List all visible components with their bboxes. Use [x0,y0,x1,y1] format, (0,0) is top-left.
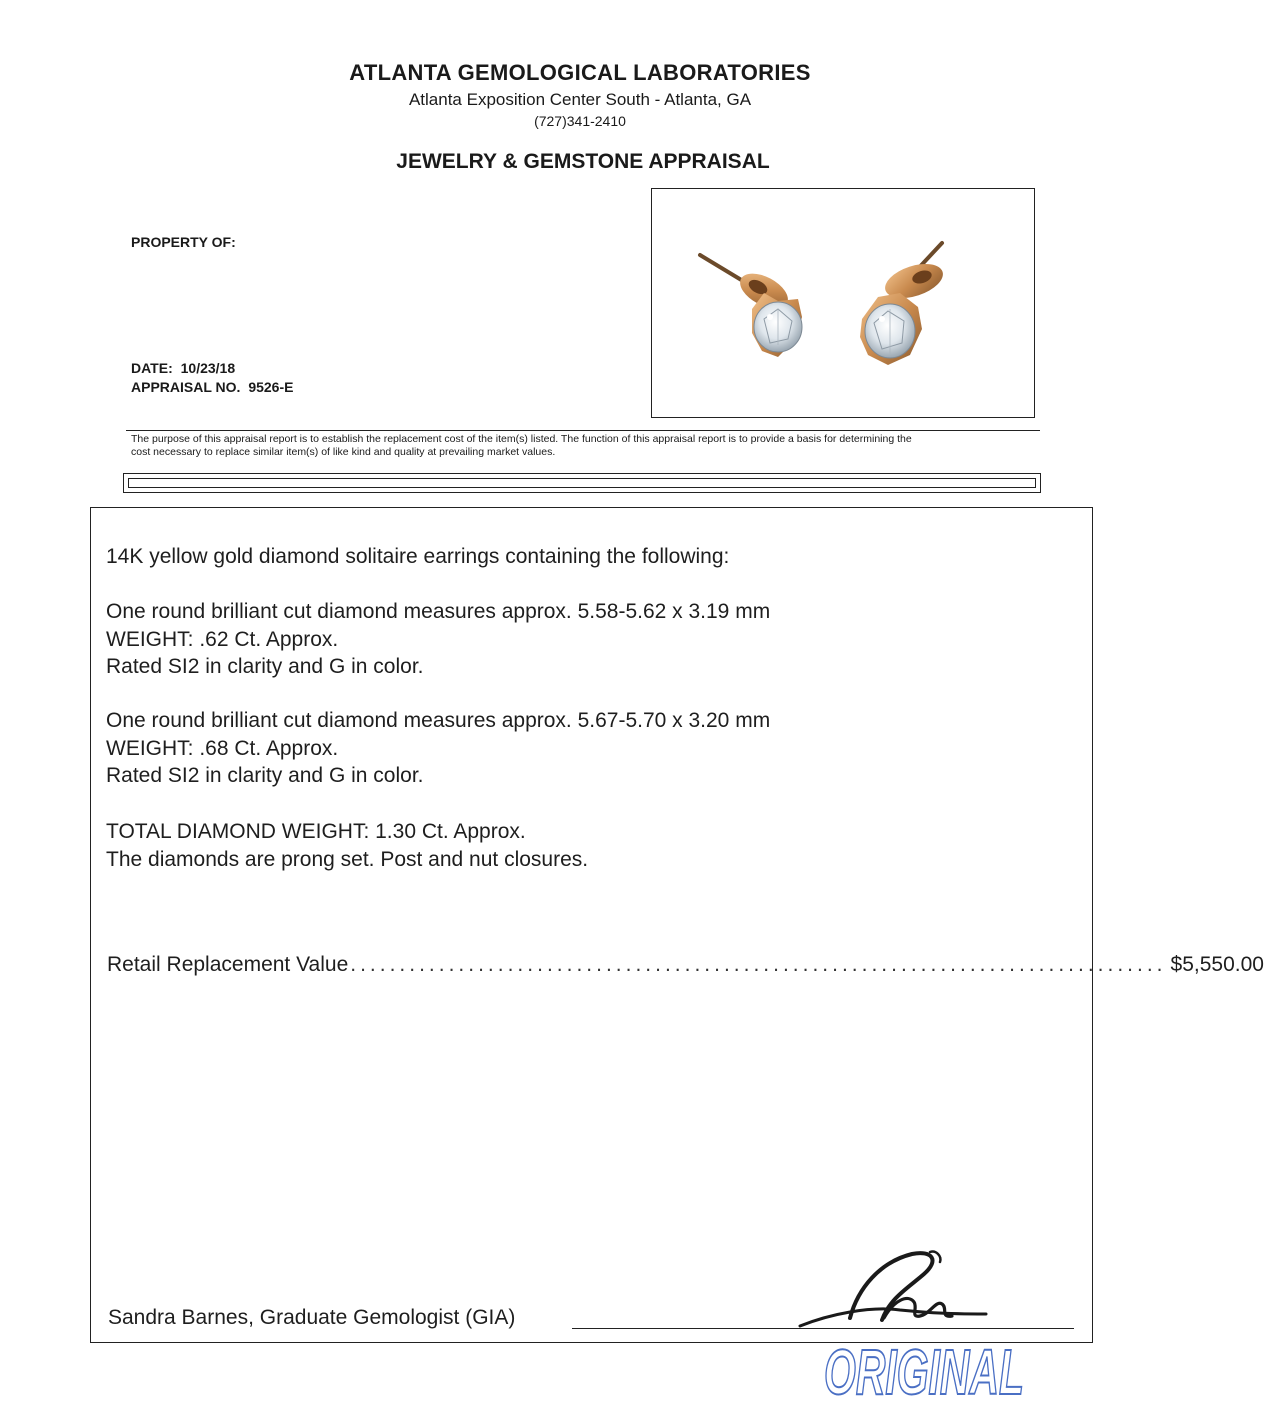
stone-2-measurements: One round brilliant cut diamond measures approx. 5.67-5.70 x 3.20 mm [106,709,771,732]
property-of-label: PROPERTY OF: [131,234,236,250]
stone-1-block [106,598,770,681]
item-intro: 14K yellow gold diamond solitaire earrings containing the following: [106,545,730,568]
retail-value-label: Retail Replacement Value [107,953,349,976]
left-earring [700,255,802,357]
signature-icon [790,1248,990,1334]
retail-value-leader-dots: ................................................................................... [350,953,1167,976]
retail-value-amount: $5,550.00 [1170,953,1264,976]
stone-2-grade: Rated SI2 in clarity and G in color. [106,764,424,787]
lab-address: Atlanta Exposition Center South - Atlanta, GA [408,90,752,109]
purpose-statement [131,433,1031,458]
appraisal-number-row [131,379,293,395]
separator-inner-rule [128,478,1036,488]
purpose-divider [126,430,1040,431]
purpose-line-1: The purpose of this appraisal report is to establish the replacement cost of the item(s) listed. The function of this appraisal report is to provide a basis for determining the [131,433,912,445]
signer-name: Sandra Barnes, Graduate Gemologist (GIA) [108,1306,516,1329]
original-stamp-graphic [818,1332,1032,1408]
lab-name: ATLANTA GEMOLOGICAL LABORATORIES [349,60,811,85]
section-separator-bar [123,473,1041,493]
date-label: DATE: [131,360,173,376]
total-block [106,818,588,873]
right-earring [860,243,947,365]
document-title: JEWELRY & GEMSTONE APPRAISAL [396,150,770,173]
stone-1-grade: Rated SI2 in clarity and G in color. [106,655,424,678]
setting-description: The diamonds are prong set. Post and nut closures. [106,847,589,871]
date-row [131,360,235,376]
original-stamp-text: ORIGINAL [824,1336,1024,1408]
earrings-photo [651,188,1035,418]
original-stamp [818,1332,1032,1409]
retail-value-row [107,953,1264,977]
earrings-image [652,189,1034,417]
stone-1-weight: WEIGHT: .62 Ct. Approx. [106,627,339,651]
total-diamond-weight: TOTAL DIAMOND WEIGHT: 1.30 Ct. Approx. [106,820,526,843]
purpose-line-2: cost necessary to replace similar item(s) of like kind and quality at prevailing market values. [131,445,556,458]
stone-2-weight: WEIGHT: .68 Ct. Approx. [106,736,339,760]
lab-phone: (727)341-2410 [534,113,626,129]
item-description [106,543,729,571]
handwritten-signature [790,1248,990,1339]
date-value: 10/23/18 [180,360,236,376]
stone-2-block [106,707,770,790]
appraisal-number-label: APPRAISAL NO. [131,379,241,395]
appraisal-number-value: 9526-E [248,379,294,395]
stone-1-measurements: One round brilliant cut diamond measures approx. 5.58-5.62 x 3.19 mm [106,600,771,623]
